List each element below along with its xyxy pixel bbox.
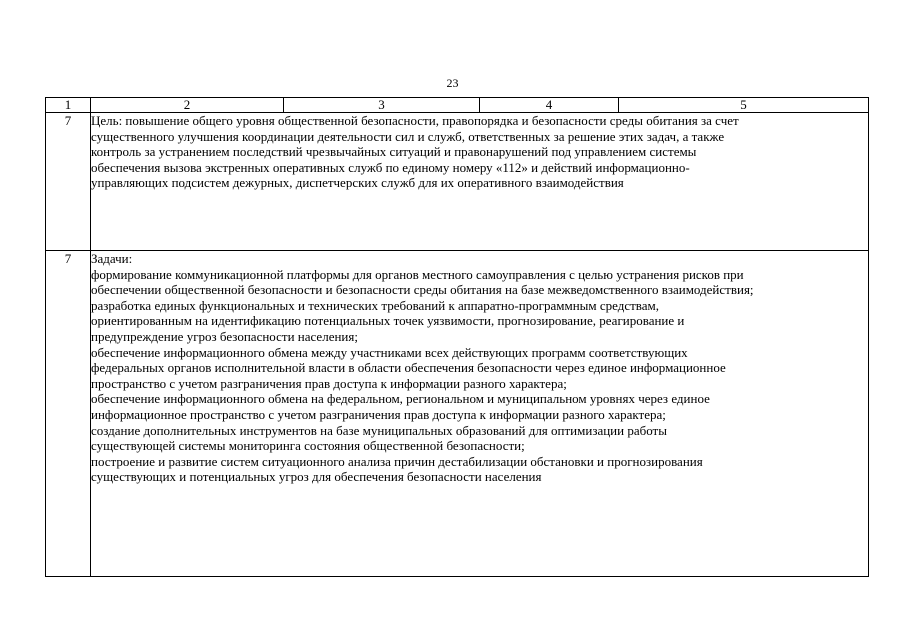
goal-row <box>46 113 869 251</box>
tasks-text-line: существующей системы мониторинга состояния общественной безопасности; <box>91 438 525 454</box>
tasks-text-line: создание дополнительных инструментов на базе муниципальных образований для оптимизации работы <box>91 422 667 438</box>
column-number-1: 1 <box>46 98 91 113</box>
column-number-2: 2 <box>91 98 284 113</box>
tasks-row-number: 7 <box>46 251 91 577</box>
tasks-row <box>46 251 869 577</box>
page-number: 23 <box>446 76 459 90</box>
tasks-text-line: пространство с учетом разграничения прав доступа к информации разного характера; <box>91 375 567 391</box>
goal-text-line: Цель: повышение общего уровня общественной безопасности, правопорядка и безопасности среды обитания за счет <box>91 113 739 128</box>
tasks-text-line: обеспечение информационного обмена на федеральном, региональном и муниципальном уровнях через единое <box>91 391 710 407</box>
goal-text-line: обеспечения вызова экстренных оперативных служб по единому номеру «112» и действий информационно- <box>91 159 690 175</box>
tasks-heading: Задачи: <box>91 251 133 266</box>
tasks-text-line: обеспечение информационного обмена между участниками всех действующих программ соответствующих <box>91 344 688 360</box>
goal-text-line: управляющих подсистем дежурных, диспетчерских служб для их оперативного взаимодействия <box>91 175 624 191</box>
tasks-text-line: федеральных органов исполнительной власти в области обеспечения безопасности через единое информационное <box>91 360 726 376</box>
column-number-3: 3 <box>284 98 480 113</box>
tasks-text-line: построение и развитие систем ситуационного анализа причин дестабилизации обстановки и прогнозирования <box>91 453 703 469</box>
column-number-5: 5 <box>619 98 869 113</box>
tasks-text-line: предупреждение угроз безопасности населения; <box>91 328 358 344</box>
tasks-text <box>91 251 869 577</box>
program-table <box>45 97 869 577</box>
tasks-text-line: существующих и потенциальных угроз для обеспечения безопасности населения <box>91 469 542 485</box>
goal-text-line: существенного улучшения координации деятельности сил и служб, ответственных за решение этих задач, а также <box>91 128 725 144</box>
tasks-text-line: информационное пространство с учетом разграничения прав доступа к информации разного характера; <box>91 406 666 422</box>
goal-text-line: контроль за устранением последствий чрезвычайных ситуаций и правонарушений под управлением системы <box>91 144 697 160</box>
goal-row-number: 7 <box>46 113 91 251</box>
tasks-text-line: разработка единых функциональных и технических требований к аппаратно-программным средствам, <box>91 297 660 313</box>
column-number-row <box>46 98 869 113</box>
tasks-text-line: ориентированным на идентификацию потенциальных точек уязвимости, прогнозирование, реагирование и <box>91 313 685 329</box>
tasks-text-line: формирование коммуникационной платформы для органов местного самоуправления с целью устранения рисков при <box>91 266 744 282</box>
goal-text <box>91 113 869 251</box>
column-number-4: 4 <box>480 98 619 113</box>
tasks-text-line: обеспечении общественной безопасности и безопасности среды обитания на базе межведомственного взаимодействия; <box>91 282 754 298</box>
